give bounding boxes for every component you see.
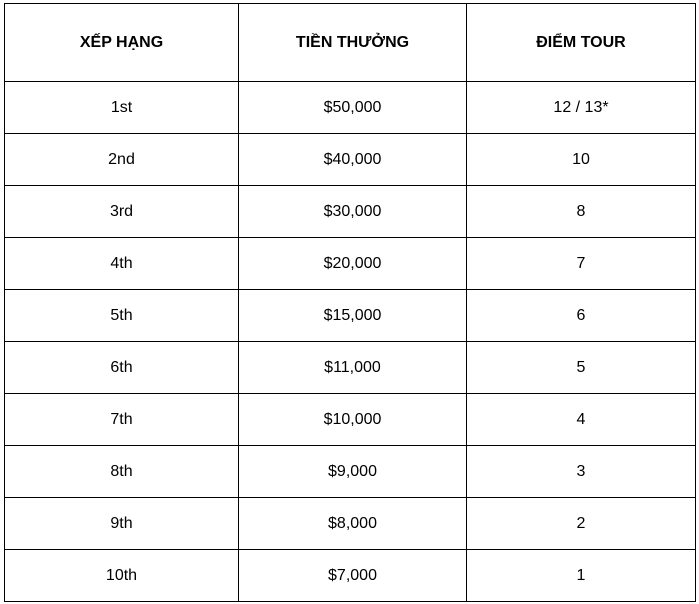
table-row [5,342,696,394]
rank-cell: 2nd [5,134,239,186]
points-cell: 8 [467,186,696,238]
rank-cell: 7th [5,394,239,446]
prize-cell: $30,000 [239,186,467,238]
points-cell: 4 [467,394,696,446]
prize-cell: $7,000 [239,550,467,602]
table-row [5,550,696,602]
rank-cell: 9th [5,498,239,550]
table-row [5,394,696,446]
points-cell: 10 [467,134,696,186]
table-row [5,186,696,238]
points-cell: 6 [467,290,696,342]
rank-cell: 4th [5,238,239,290]
table-header [5,4,696,82]
table-row [5,498,696,550]
prize-cell: $20,000 [239,238,467,290]
prize-cell: $10,000 [239,394,467,446]
prize-cell: $40,000 [239,134,467,186]
rank-cell: 10th [5,550,239,602]
points-cell: 2 [467,498,696,550]
prize-cell: $15,000 [239,290,467,342]
points-cell: 1 [467,550,696,602]
prize-cell: $11,000 [239,342,467,394]
table-row [5,238,696,290]
table-row [5,134,696,186]
points-cell: 3 [467,446,696,498]
rank-cell: 5th [5,290,239,342]
header-rank: XẾP HẠNG [5,4,239,82]
points-cell: 12 / 13* [467,82,696,134]
prize-cell: $9,000 [239,446,467,498]
rank-cell: 8th [5,446,239,498]
rank-cell: 6th [5,342,239,394]
rank-cell: 3rd [5,186,239,238]
header-row [5,4,696,82]
points-cell: 5 [467,342,696,394]
points-cell: 7 [467,238,696,290]
table-body [5,82,696,602]
prize-table [4,3,696,602]
header-tour-points: ĐIỂM TOUR [467,4,696,82]
prize-cell: $8,000 [239,498,467,550]
table-row [5,446,696,498]
table-row [5,290,696,342]
prize-cell: $50,000 [239,82,467,134]
table-row [5,82,696,134]
rank-cell: 1st [5,82,239,134]
header-prize-money: TIỀN THƯỞNG [239,4,467,82]
